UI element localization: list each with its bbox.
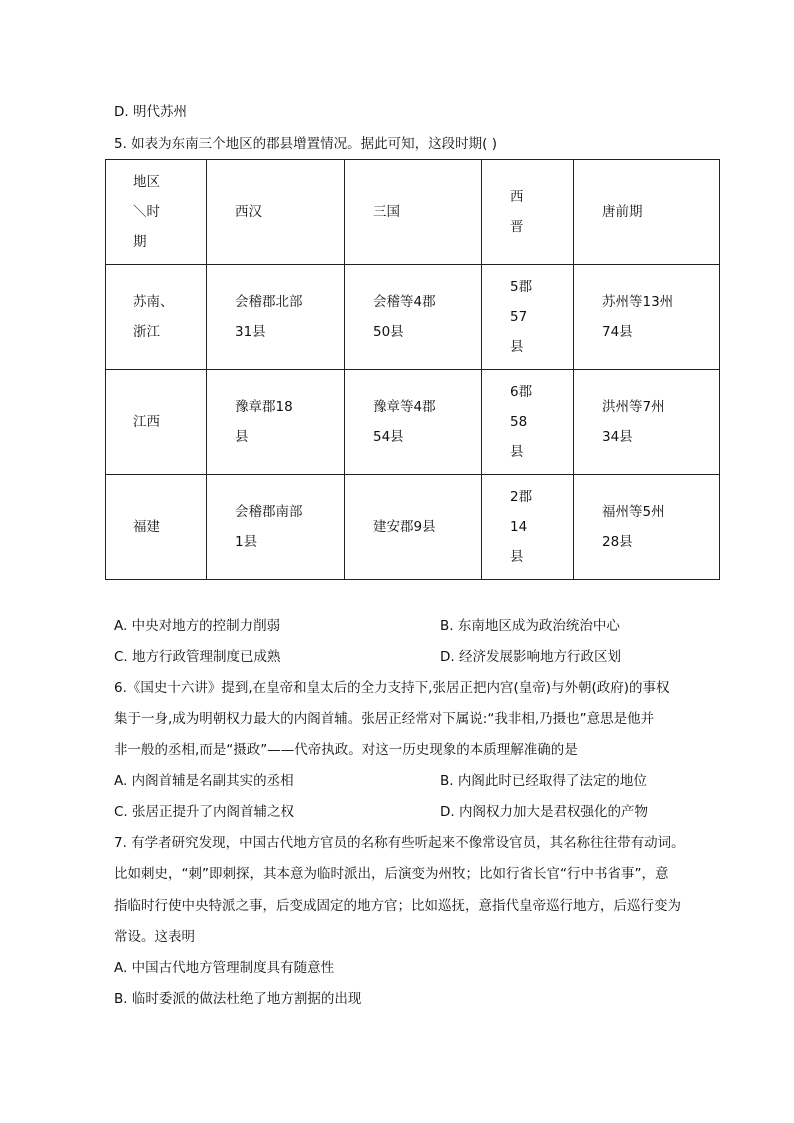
table-cell: 福建 [106,475,207,580]
county-table [105,159,720,580]
q6-option-a: A. 内阁首辅是名副其实的丞相 [114,773,294,789]
table-cell: 5郡 57 县 [482,265,574,370]
q5-option-a: A. 中央对地方的控制力削弱 [114,618,281,634]
q6-option-c: C. 张居正提升了内阁首辅之权 [114,804,295,820]
header-cell-early-tang: 唐前期 [574,160,720,265]
table-row [106,265,720,370]
q7-stem-line-3: 指临时行使中央特派之事，后变成固定的地方官；比如巡抚，意指代皇帝巡行地方，后巡行变为 [114,898,681,914]
q7-stem-line-4: 常设。这表明 [114,929,195,945]
table-row [106,370,720,475]
table-row [106,475,720,580]
table-cell: 会稽等4郡 50县 [345,265,482,370]
q6-option-d: D. 内阁权力加大是君权强化的产物 [440,804,648,820]
q7-stem-line-2: 比如刺史，“刺”即刺探，其本意为临时派出，后演变为州牧；比如行省长官“行中书省事”，意 [114,866,669,882]
table-cell: 江西 [106,370,207,475]
header-cell-period: 地区 ＼时 期 [106,160,207,265]
table-cell: 洪州等7州 34县 [574,370,720,475]
table-cell: 建安郡9县 [345,475,482,580]
table-cell: 苏州等13州 74县 [574,265,720,370]
q5-option-d: D. 经济发展影响地方行政区划 [440,649,621,665]
q7-option-a: A. 中国古代地方管理制度具有随意性 [114,960,335,976]
q7-stem-line-1: 7. 有学者研究发现，中国古代地方官员的名称有些听起来不像常设官员，其名称往往带有动词。 [114,835,685,851]
table-cell: 会稽郡北部 31县 [207,265,345,370]
q4-option-d: D. 明代苏州 [114,104,187,120]
table-cell: 会稽郡南部 1县 [207,475,345,580]
q7-option-b: B. 临时委派的做法杜绝了地方割据的出现 [114,991,362,1007]
table-cell: 福州等5州 28县 [574,475,720,580]
q6-stem-line-3: 非一般的丞相,而是“摄政”——代帝执政。对这一历史现象的本质理解准确的是 [114,742,578,758]
q5-option-c: C. 地方行政管理制度已成熟 [114,649,281,665]
header-cell-western-han: 西汉 [207,160,345,265]
table-cell: 6郡 58 县 [482,370,574,475]
q6-stem-line-1: 6.《国史十六讲》提到,在皇帝和皇太后的全力支持下,张居正把内宫(皇帝)与外朝(政府)的事权 [114,680,670,696]
table-header-row [106,160,720,265]
table-cell: 苏南、 浙江 [106,265,207,370]
q6-stem-line-2: 集于一身,成为明朝权力最大的内阁首辅。张居正经常对下属说:“我非相,乃摄也”意思是他并 [114,711,655,727]
table-cell: 豫章等4郡 54县 [345,370,482,475]
header-cell-western-jin: 西 晋 [482,160,574,265]
header-cell-three-kingdoms: 三国 [345,160,482,265]
q6-option-b: B. 内阁此时已经取得了法定的地位 [440,773,647,789]
table-cell: 2郡 14 县 [482,475,574,580]
q5-stem: 5. 如表为东南三个地区的郡县增置情况。据此可知，这段时期( ) [114,136,497,152]
q5-option-b: B. 东南地区成为政治统治中心 [440,618,620,634]
table-cell: 豫章郡18 县 [207,370,345,475]
